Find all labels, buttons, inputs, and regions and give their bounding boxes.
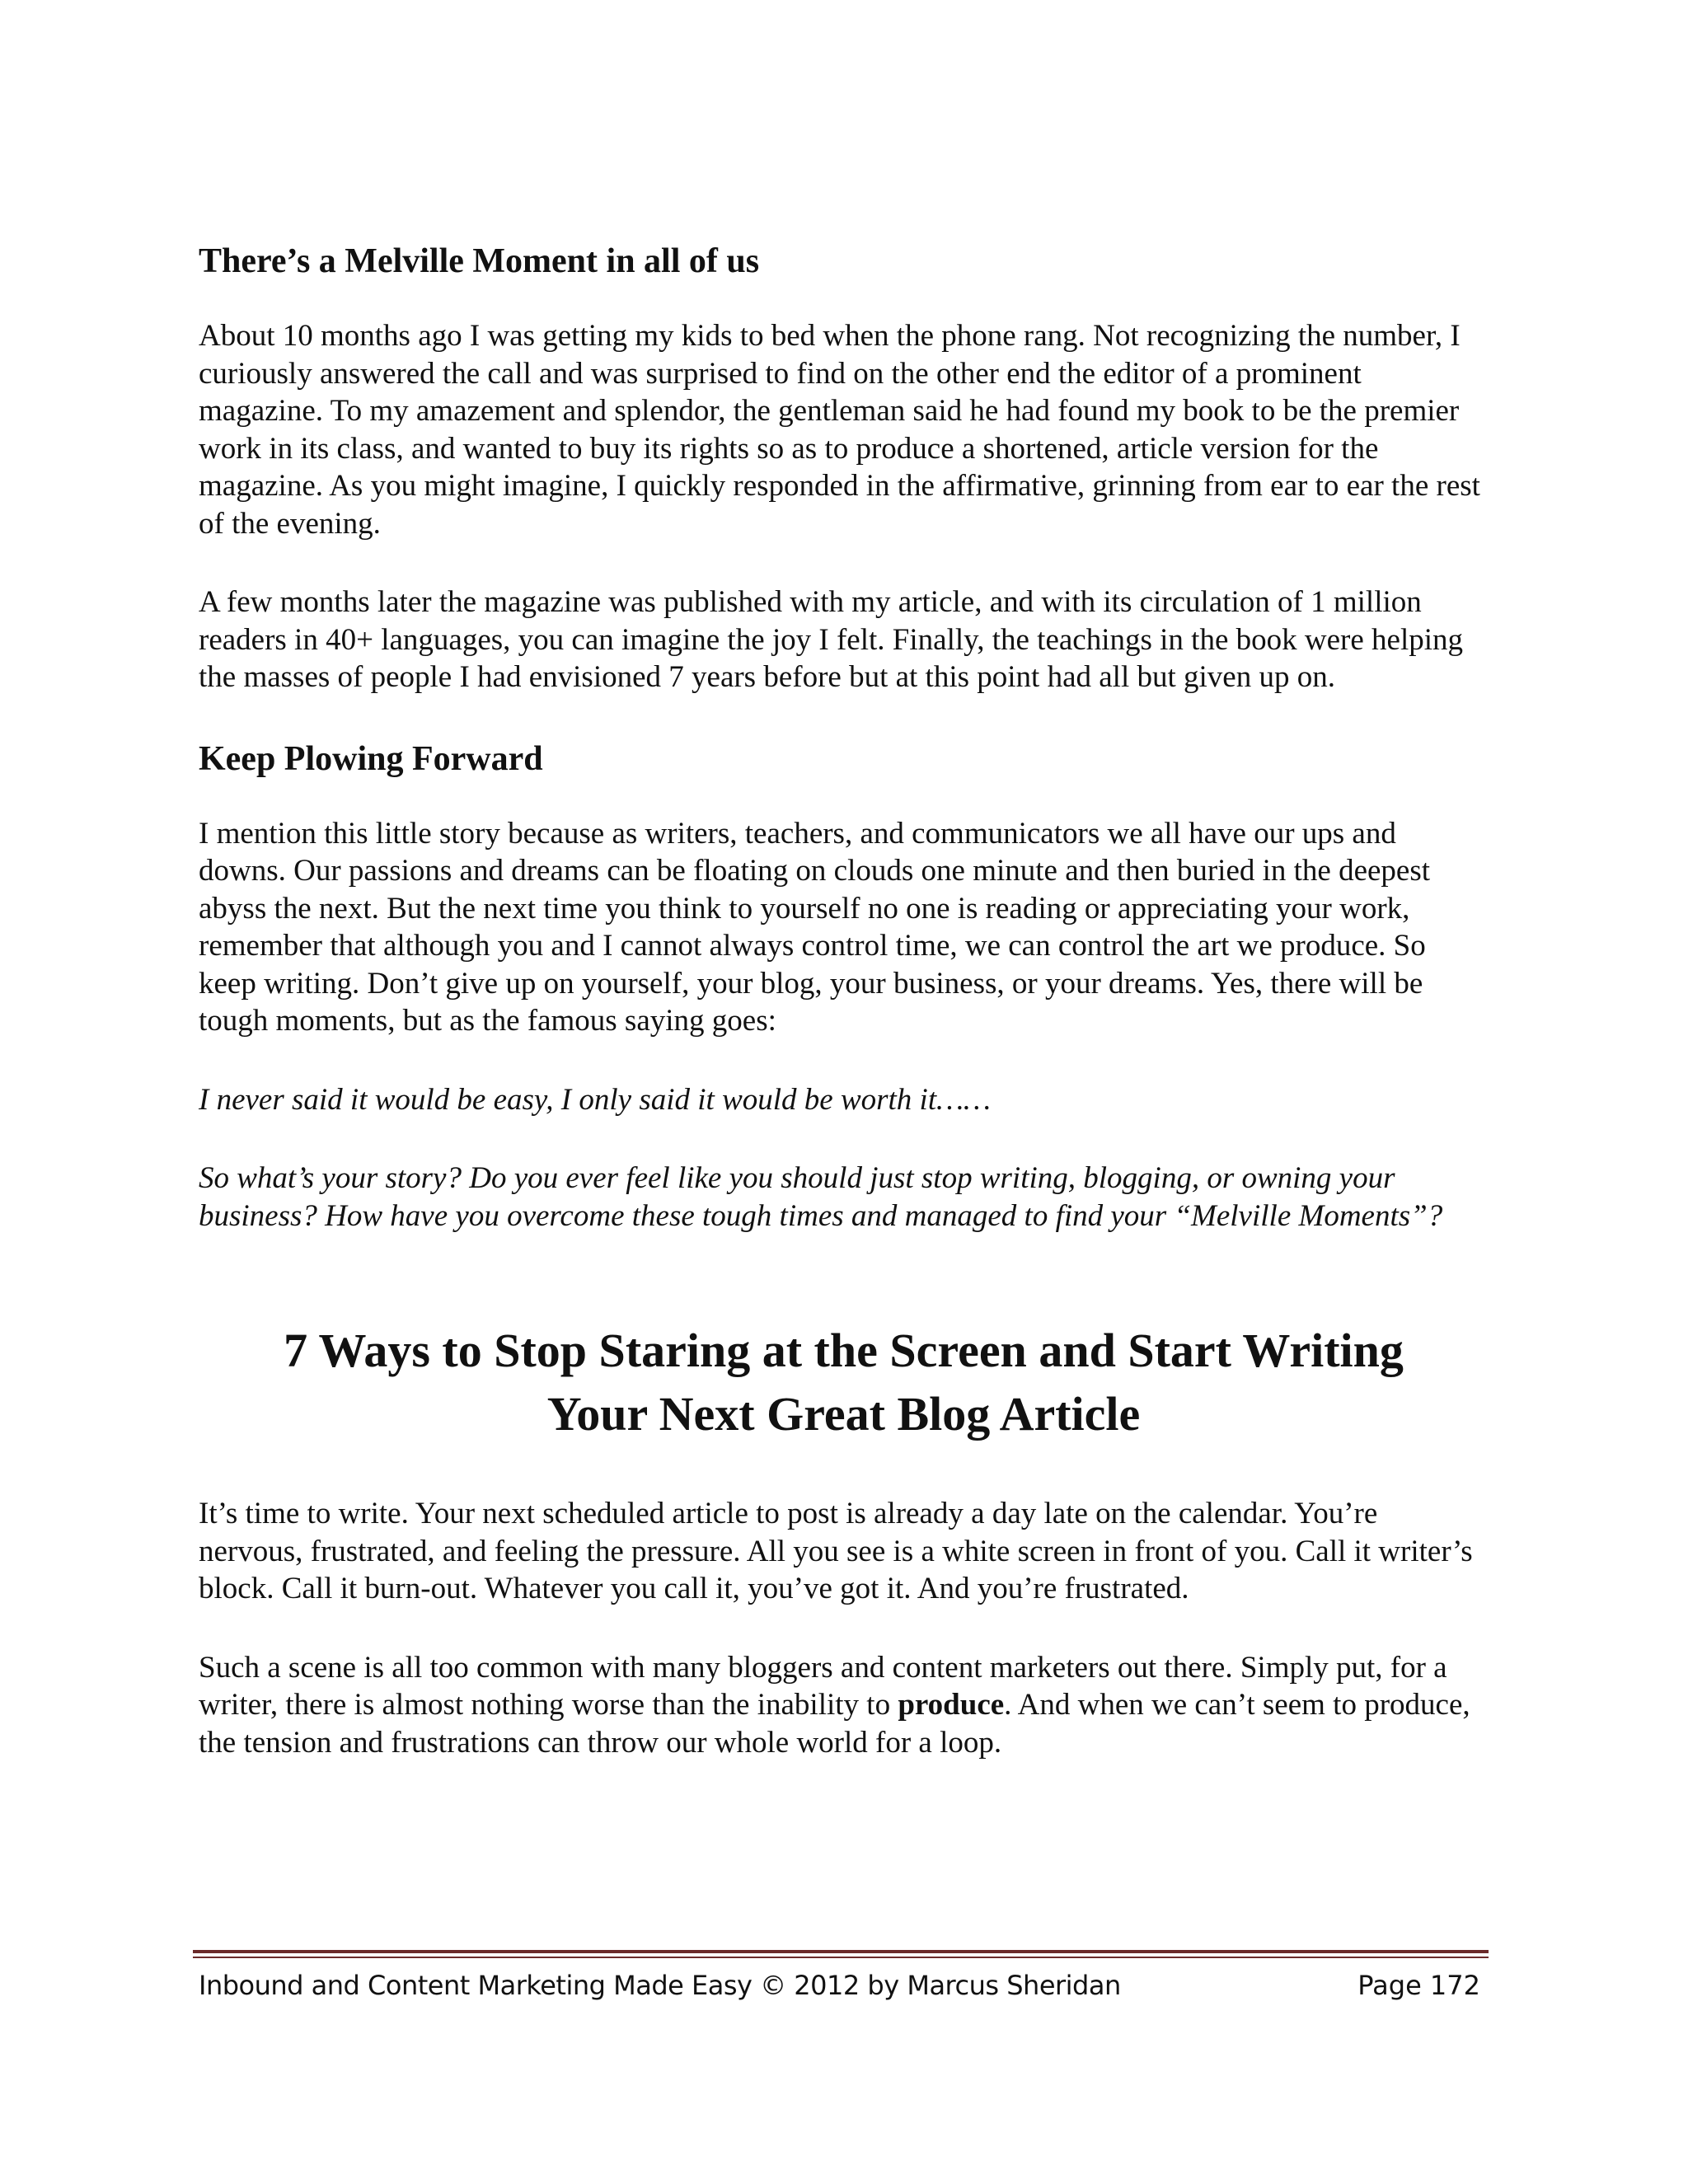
paragraph-chapter-2-start: Such a scene is all too common with many bloggers and content marketers out there. Simply put, for a writer, there is almost nothing worse than the inability to — [199, 1650, 1447, 1722]
section-heading-keep-plowing: Keep Plowing Forward — [199, 739, 543, 778]
paragraph-chapter-2-end: . And when we can’t seem to produce, the tension and frustrations can throw our whole world for a loop. — [199, 1688, 1470, 1760]
page-content — [199, 240, 1489, 1802]
chapter-title-line-2: Your Next Great Blog Article — [546, 1387, 1141, 1441]
footer-rule-thin — [193, 1957, 1489, 1958]
quote-paragraph: I never said it would be easy, I only said it would be worth it…… — [199, 1082, 991, 1117]
paragraph-melville-1: About 10 months ago I was getting my kids to bed when the phone rang. Not recognizing the number, I curiously answered the call and was surprised to find on the other end the editor of a prominent magazine. To my amazement and splendor, the gentleman said he had found my book to be the premier work in its class, and wanted to buy its rights so as to produce a shortened, article version for the magazine. As you might imagine, I quickly responded in the affirmative, grinning from ear to ear the rest of the evening. — [199, 319, 1480, 541]
paragraph-keep-plowing: I mention this little story because as writers, teachers, and communicators we all have our ups and downs. Our passions and dreams can be floating on clouds one minute and then buried in the deepest abyss the next. But the next time you think to yourself no one is reading or appreciating your work, remember that although you and I cannot always control time, we can control the art we produce. So keep writing. Don’t give up on yourself, your blog, your business, or your dreams. Yes, there will be tough moments, but as the famous saying goes: — [199, 816, 1431, 1038]
bold-word-produce: produce — [898, 1688, 1005, 1722]
question-paragraph: So what’s your story? Do you ever feel like you should just stop writing, blogging, or owning your business? How have you overcome these tough times and managed to find your “Melville Moments”? — [199, 1161, 1443, 1233]
footer-copyright: Inbound and Content Marketing Made Easy © 2012 by Marcus Sheridan — [199, 1970, 1121, 2001]
chapter-title-line-1: 7 Ways to Stop Staring at the Screen and Start Writing — [284, 1324, 1404, 1377]
section-heading-melville: There’s a Melville Moment in all of us — [199, 242, 760, 280]
page-footer — [199, 1965, 1489, 2006]
footer-page-number: Page 172 — [1357, 1970, 1480, 2001]
paragraph-chapter-2 — [199, 1649, 1489, 1762]
chapter-title — [199, 1319, 1489, 1446]
footer-rule-thick — [193, 1950, 1489, 1953]
paragraph-melville-2: A few months later the magazine was published with my article, and with its circulation of 1 million readers in 40+ languages, you can imagine the joy I felt. Finally, the teachings in the book were helping the masses of people I had envisioned 7 years before but at this point had all but given up on. — [199, 585, 1464, 694]
paragraph-chapter-1: It’s time to write. Your next scheduled article to post is already a day late on the calendar. You’re nervous, frustrated, and feeling the pressure. All you see is a white screen in front of you. Call it writer’s block. Call it burn-out. Whatever you call it, you’ve got it. And you’re frustrated. — [199, 1497, 1473, 1605]
